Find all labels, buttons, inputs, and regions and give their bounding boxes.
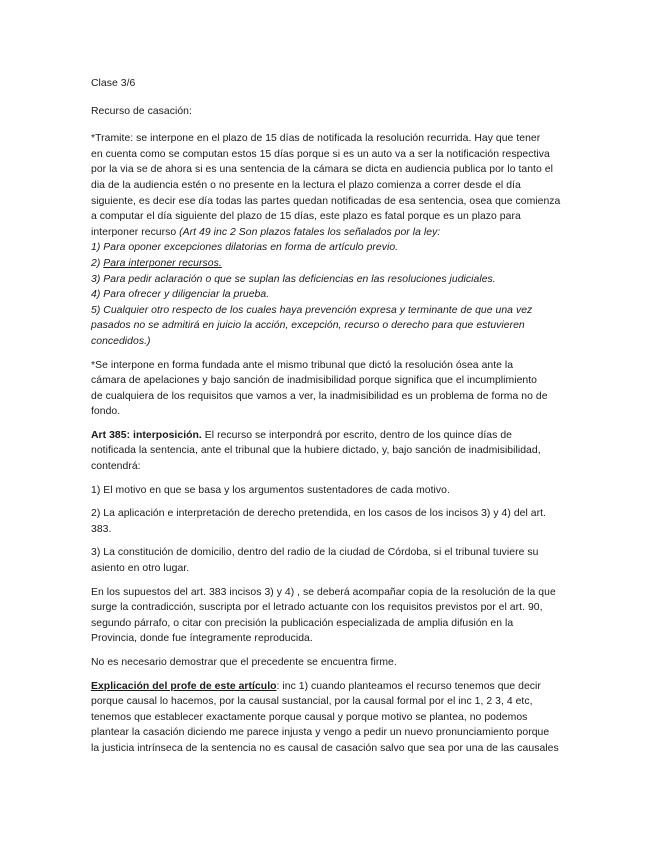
text-line: la justicia intrínseca de la sentencia no es causal de casación salvo que sea por una de las causales [91, 742, 559, 754]
article-label-suffix: : interposición. [126, 429, 202, 441]
text-line: *Tramite: se interpone en el plazo de 15 días de notificada la resolución recurrida. Hay que tener [91, 133, 541, 145]
art49-citation: (Art 49 inc 2 Son plazos fatales los señalados por la ley: [179, 226, 441, 238]
text-line: cámara de apelaciones y bajo sanción de inadmisibilidad porque significa que el incumplimiento [91, 375, 537, 387]
plazo-item-1: 1) Para oponer excepciones dilatorias en forma de artículo previo. [91, 242, 399, 254]
text-line: segundo párrafo, o citar con precisión la publicación especializada de amplia difusión en la [91, 617, 514, 629]
requisito-1: 1) El motivo en que se basa y los argumentos sustentadores de cada motivo. [91, 484, 450, 496]
underlined-text: Para interponer recursos. [103, 257, 222, 269]
text-line: surge la contradicción, suscripta por el letrado actuante con los requisitos previstos por el art. 90, [91, 602, 543, 614]
text-run: : inc 1) cuando planteamos el recurso tenemos que decir [276, 680, 541, 692]
explicacion-label: Explicación del profe de este artículo [91, 680, 277, 692]
text-run: interponer recurso [91, 226, 180, 238]
firme-paragraph: No es necesario demostrar que el precedente se encuentra firme. [91, 657, 397, 668]
plazo-item-4: 4) Para ofrecer y diligenciar la prueba. [91, 289, 270, 301]
text-line: contendrá: [91, 461, 141, 473]
supuestos-paragraph [91, 585, 571, 647]
text-line [91, 679, 571, 695]
text-run: El recurso se interpondrá por escrito, dentro de los quince días de [201, 429, 512, 441]
text-line [91, 225, 571, 241]
requisito-2 [91, 506, 571, 537]
text-line: porque causal lo hacemos, por la causal sustancial, por la causal formal por el inc 1, 2 3, 4 etc, [91, 696, 533, 708]
text-line [91, 428, 571, 444]
class-label: Clase 3/6 [91, 78, 136, 89]
text-line: 383. [91, 523, 112, 535]
text-line: notificada la sentencia, ante el tribunal que la hubiere dictado, y, bajo sanción de inadmisibilidad, [91, 445, 541, 457]
plazo-item-5: pasados no se admitirá en juicio la acción, excepción, recurso o derecho para que estuvieren [91, 320, 525, 332]
text-line: a computar el día siguiente del plazo de 15 días, este plazo es fatal porque es un plazo para [91, 211, 521, 223]
text-line: de cualquiera de los requisitos que vamos a ver, la inadmisibilidad es un problema de forma no de [91, 390, 548, 402]
plazo-item-5: 5) Cualquier otro respecto de los cuales haya prevención expresa y terminante de que una vez [91, 304, 533, 316]
text-line: Provincia, donde fue íntegramente reproducida. [91, 633, 313, 645]
text-line: asiento en otro lugar. [91, 563, 190, 575]
text-line: 3) La constitución de domicilio, dentro del radio de la ciudad de Córdoba, si el tribunal tuviere su [91, 547, 539, 559]
text-line: plantear la casación diciendo me parece injusta y vengo a pedir un nuevo pronunciamiento porque [91, 727, 550, 739]
text-line: 2) La aplicación e interpretación de derecho pretendida, en los casos de los incisos 3) y 4) del art. [91, 508, 546, 520]
explicacion-paragraph [91, 679, 571, 757]
text-line: En los supuestos del art. 383 incisos 3) y 4) , se deberá acompañar copia de la resolución de la que [91, 586, 556, 598]
text-line: en cuenta como se computan estos 15 días porque si es un auto va a ser la notificación respectiva [91, 148, 550, 160]
article-label: Art 385 [91, 429, 127, 441]
requisito-3 [91, 545, 571, 576]
text-run: 2) [91, 257, 104, 269]
text-line: dia de la audiencia estén o no presente en la lectura el plazo comienza a correr desde el día [91, 179, 521, 191]
tramite-paragraph [91, 131, 571, 349]
art385-paragraph [91, 428, 571, 475]
text-line: fondo. [91, 406, 121, 418]
section-title: Recurso de casación: [91, 105, 192, 117]
text-line: *Se interpone en forma fundada ante el mismo tribunal que dictó la resolución ósea ante la [91, 359, 514, 371]
document-page [91, 76, 571, 765]
fundada-paragraph [91, 358, 571, 420]
plazo-item-2 [91, 256, 571, 272]
text-line: por la via se de ahora si es una sentencia de la cámara se dicta en audiencia publica por lo tanto el [91, 164, 553, 176]
text-line: siguiente, es decir ese día todas las partes quedan notificadas de esa sentencia, osea que comienza [91, 195, 561, 207]
text-line: tenemos que establecer exactamente porque causal y porque motivo se plantea, no podemos [91, 711, 528, 723]
plazo-item-3: 3) Para pedir aclaración o que se suplan las deficiencias en las resoluciones judiciales. [91, 273, 496, 285]
plazo-item-5: concedidos.) [91, 335, 151, 347]
